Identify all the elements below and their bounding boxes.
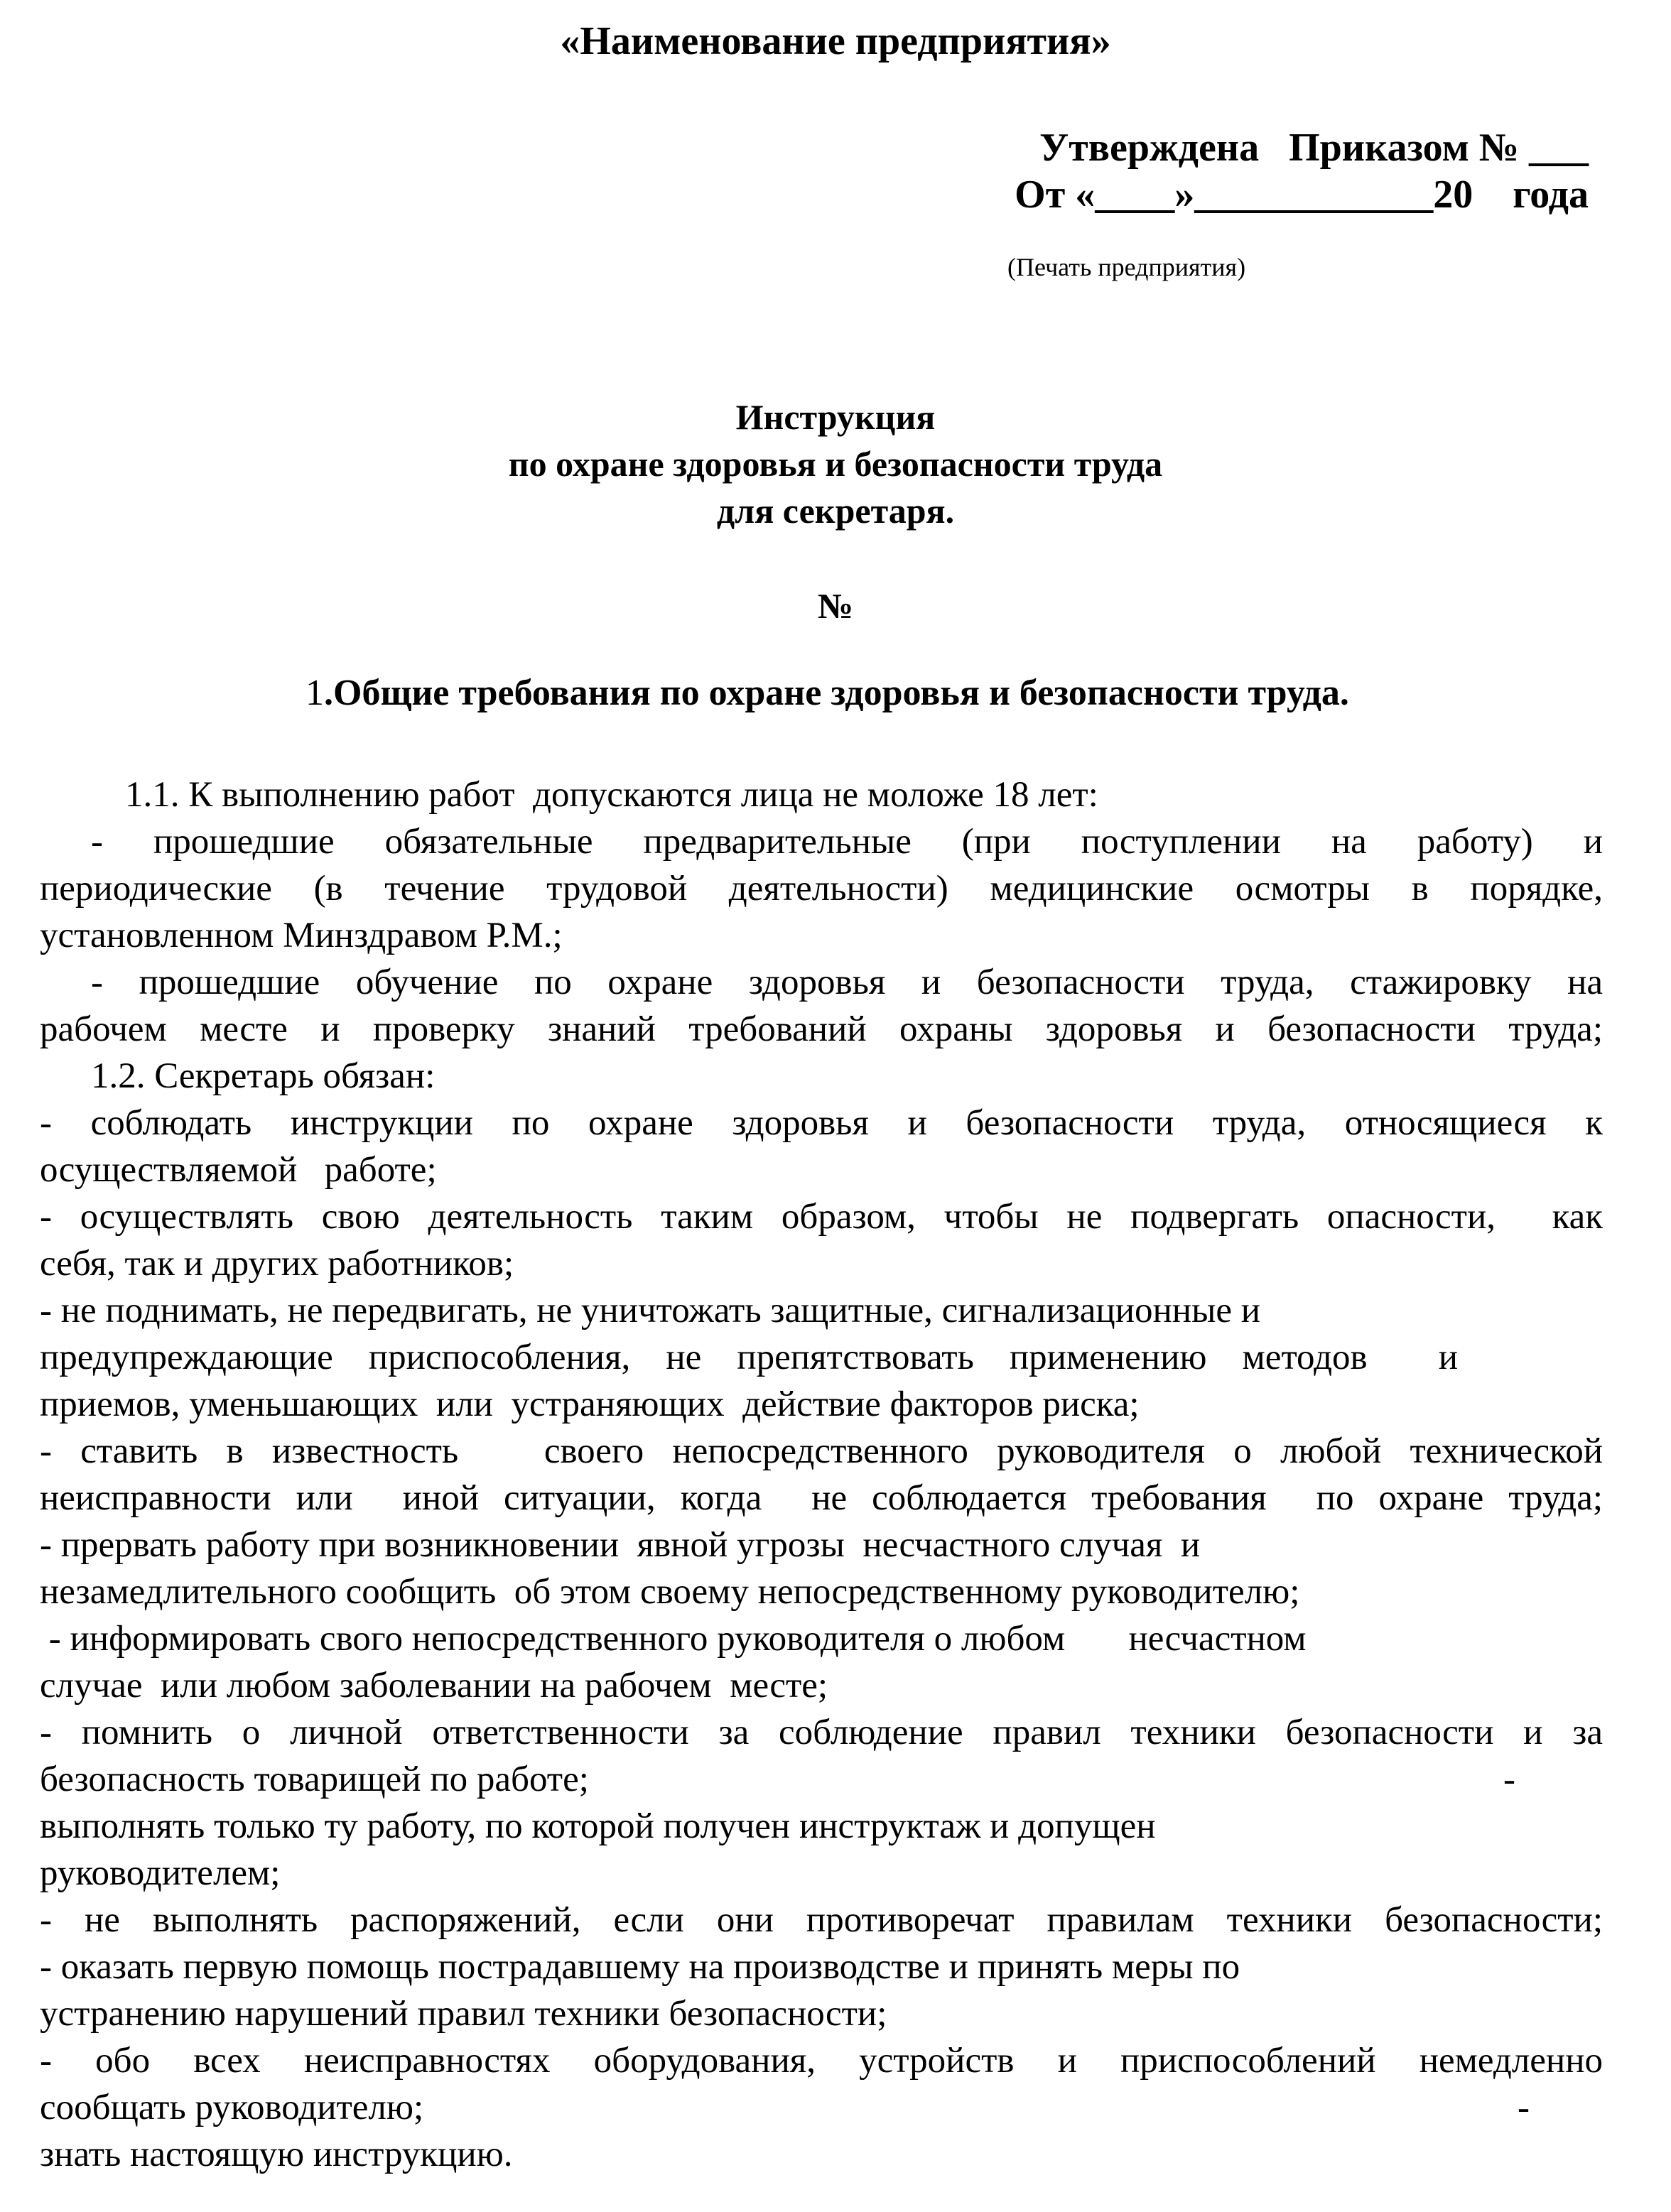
body-line: безопасность товарищей по работе; [40, 1760, 589, 1799]
body-line: - не поднимать, не передвигать, не уничтожать защитные, сигнализационные и [40, 1291, 1261, 1330]
list-dash: - [1503, 1760, 1515, 1799]
approval-order-line: Утверждена Приказом № ___ [1039, 126, 1589, 170]
approval-date-line: От «____»____________20 года [1015, 173, 1589, 217]
company-name: «Наименование предприятия» [560, 19, 1111, 63]
body-line: сообщать руководителю; [40, 2088, 424, 2127]
body-line: - информировать свого непосредственного руководителя о любом несчастном [40, 1619, 1307, 1659]
stamp-note: (Печать предприятия) [1007, 253, 1246, 281]
body-line: - обо всех неисправностях оборудования, устройств и приспособлений немедленно [40, 2041, 1603, 2081]
body-line: - прервать работу при возникновении явной угрозы несчастного случая и [40, 1525, 1201, 1565]
body-line: выполнять только ту работу, по которой получен инструктаж и допущен [40, 1806, 1156, 1846]
body-line: знать настоящую инструкцию. [40, 2135, 513, 2174]
paragraph-1-2: 1.2. Секретарь обязан: [91, 1056, 436, 1096]
body-line: - прошедшие обязательные предварительные (при поступлении на работу) и [91, 822, 1603, 862]
document-title: Инструкция [735, 397, 936, 437]
body-line: установленном Минздравом Р.М.; [40, 916, 563, 955]
section-1-number: 1 [305, 673, 324, 713]
document-subject: для секретаря. [716, 491, 955, 531]
body-line: - осуществлять свою деятельность таким образом, чтобы не подвергать опасности, как [40, 1197, 1603, 1237]
body-line: рабочем месте и проверку знаний требований охраны здоровья и безопасности труда; [40, 1009, 1603, 1049]
body-line: неисправности или иной ситуации, когда не соблюдается требования по охране труда; [40, 1478, 1603, 1518]
body-line: - ставить в известность своего непосредственного руководителя о любой технической [40, 1431, 1603, 1471]
body-line: осуществляемой работе; [40, 1150, 437, 1190]
body-line: - оказать первую помощь пострадавшему на производстве и принять меры по [40, 1947, 1240, 1987]
body-line: устранению нарушений правил техники безопасности; [40, 1994, 887, 2034]
section-1-title: .Общие требования по охране здоровья и безопасности труда. [324, 673, 1349, 713]
document-number: № [817, 586, 854, 626]
body-line: себя, так и других работников; [40, 1244, 514, 1284]
body-line: - помнить о личной ответственности за соблюдение правил техники безопасности и за [40, 1713, 1603, 1752]
body-line: руководителем; [40, 1853, 281, 1893]
body-line: - соблюдать инструкции по охране здоровья и безопасности труда, относящиеся к [40, 1103, 1603, 1143]
body-line: - не выполнять распоряжений, если они противоречат правилам техники безопасности; [40, 1900, 1603, 1940]
body-line: периодические (в течение трудовой деятельности) медицинские осмотры в порядке, [40, 869, 1603, 909]
body-line: - прошедшие обучение по охране здоровья и безопасности труда, стажировку на [91, 963, 1603, 1002]
body-line: случае или любом заболевании на рабочем месте; [40, 1666, 828, 1706]
body-line: предупреждающие приспособления, не препятствовать применению методов и [40, 1338, 1458, 1377]
list-dash: - [1518, 2088, 1530, 2127]
section-1-heading [305, 675, 1349, 712]
body-line: незамедлительного сообщить об этом своему непосредственному руководителю; [40, 1572, 1300, 1612]
document-subtitle: по охране здоровья и безопасности труда [508, 444, 1163, 484]
body-line: приемов, уменьшающих или устраняющих действие факторов риска; [40, 1384, 1140, 1424]
paragraph-1-1: 1.1. К выполнению работ допускаются лица не моложе 18 лет: [125, 775, 1098, 815]
